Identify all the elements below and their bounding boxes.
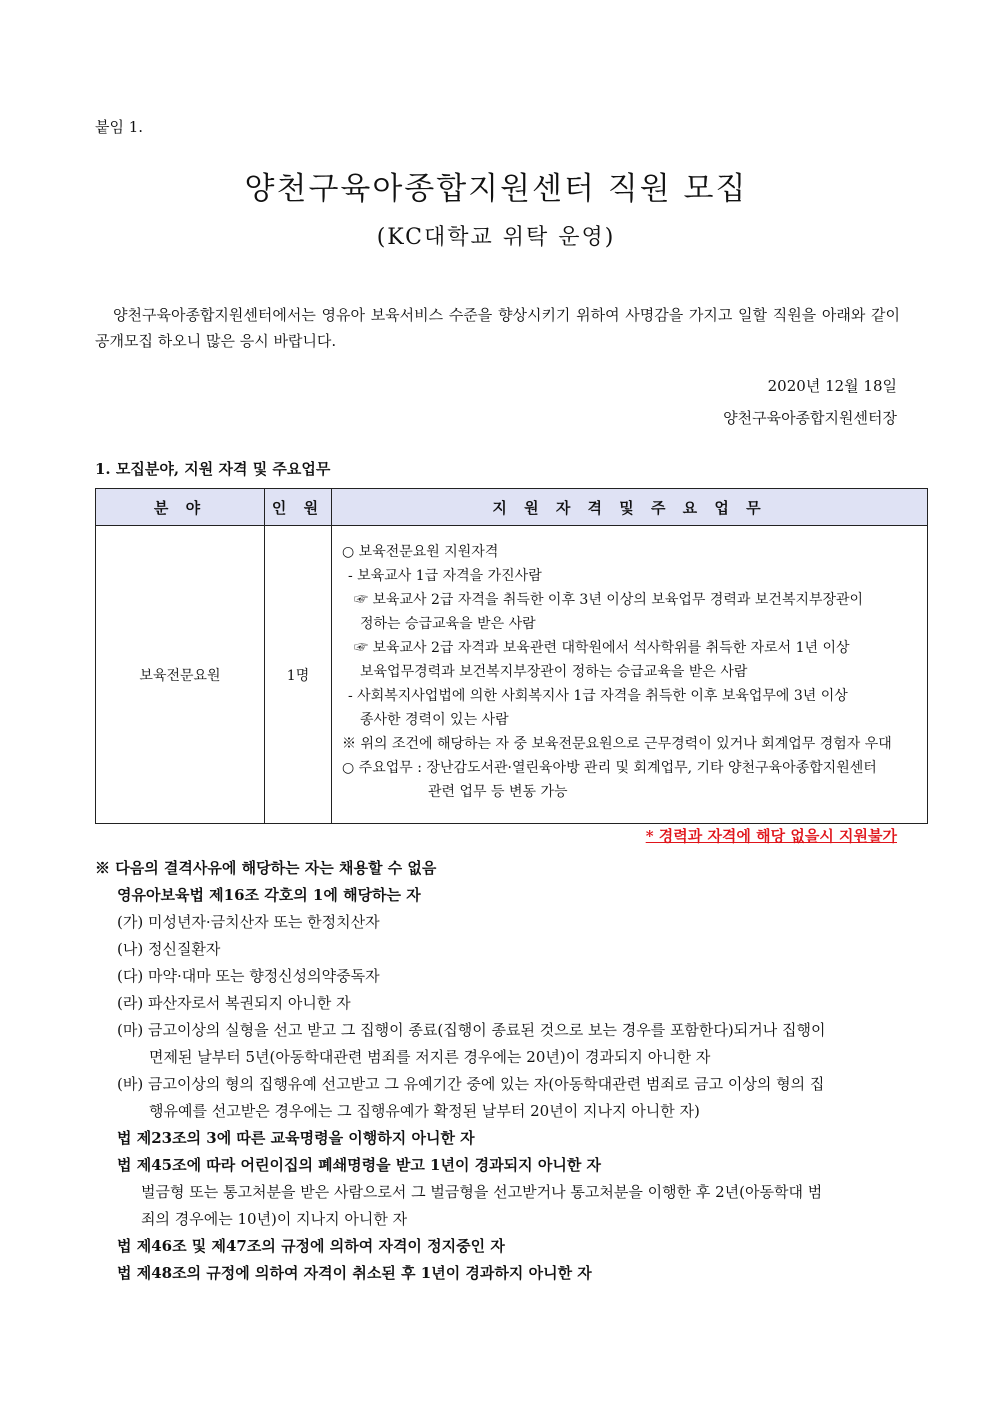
list-item: 면제된 날부터 5년(아동학대관련 범죄를 저지른 경우에는 20년)이 경과되지 아니한 자 (149, 1048, 711, 1066)
list-item: 죄의 경우에는 10년)이 지나지 아니한 자 (141, 1210, 408, 1228)
qualification-line: - 사회복지사업법에 의한 사회복지사 1급 자격을 취득한 이후 보육업무에 3년 이상 (348, 688, 848, 704)
disqualification-heading: ※ 다음의 결격사유에 해당하는 자는 채용할 수 없음 (95, 859, 437, 877)
law-item: 영유아보육법 제16조 각호의 1에 해당하는 자 (117, 886, 421, 904)
eligibility-note: * 경력과 자격에 해당 없을시 지원불가 (645, 827, 897, 845)
list-item: (다) 마약·대마 또는 향정신성의약중독자 (117, 967, 380, 985)
qualification-line: 정하는 승급교육을 받은 사람 (360, 616, 536, 632)
header-qualifications: 지 원 자 격 및 주 요 업 무 (332, 489, 928, 526)
qualification-line: 관련 업무 등 변동 가능 (428, 784, 568, 800)
table-header-row (96, 489, 928, 526)
law-item: 법 제45조에 따라 어린이집의 폐쇄명령을 받고 1년이 경과되지 아니한 자 (117, 1156, 602, 1174)
list-item: (나) 정신질환자 (117, 940, 221, 958)
law-item: 법 제46조 및 제47조의 규정에 의하여 자격이 정지중인 자 (117, 1237, 505, 1255)
notice-signer: 양천구육아종합지원센터장 (723, 409, 897, 427)
attachment-label: 붙임 1. (95, 118, 144, 136)
cell-field: 보육전문요원 (96, 526, 265, 824)
law-item: 법 제23조의 3에 따른 교육명령을 이행하지 아니한 자 (117, 1129, 475, 1147)
list-item: 벌금형 또는 통고처분을 받은 사람으로서 그 벌금형을 선고받거나 통고처분을 이행한 후 2년(아동학대 범 (141, 1183, 823, 1201)
list-item: (가) 미성년자·금치산자 또는 한정치산자 (117, 913, 380, 931)
disqualification-section (95, 855, 825, 1287)
header-field: 분 야 (96, 489, 265, 526)
page-subtitle: (KC대학교 위탁 운영) (376, 225, 616, 250)
cell-qualifications (332, 526, 928, 824)
list-item: (바) 금고이상의 형의 집행유예 선고받고 그 유예기간 중에 있는 자(아동학대관련 범죄로 금고 이상의 형의 집 (117, 1075, 825, 1093)
notice-date: 2020년 12월 18일 (767, 377, 897, 395)
qualification-line: ※ 위의 조건에 해당하는 자 중 보육전문요원으로 근무경력이 있거나 회계업무 경험자 우대 (342, 736, 892, 752)
recruitment-table (95, 488, 928, 824)
qualification-line: ☞ 보육교사 2급 자격을 취득한 이후 3년 이상의 보육업무 경력과 보건복지부장관이 (354, 592, 864, 608)
page-title: 양천구육아종합지원센터 직원 모집 (244, 171, 748, 207)
qualification-line: ○ 주요업무 : 장난감도서관·열린육아방 관리 및 회계업무, 기타 양천구육아종합지원센터 (342, 760, 877, 776)
cell-count: 1명 (265, 526, 332, 824)
qualification-line: ☞ 보육교사 2급 자격과 보육관련 대학원에서 석사학위를 취득한 자로서 1년 이상 (354, 640, 850, 656)
qualification-line: 종사한 경력이 있는 사람 (360, 712, 509, 728)
list-item: 행유예를 선고받은 경우에는 그 집행유예가 확정된 날부터 20년이 지나지 아니한 자) (149, 1102, 700, 1120)
qualification-line: 보육업무경력과 보건복지부장관이 정하는 승급교육을 받은 사람 (360, 664, 748, 680)
law-item: 법 제48조의 규정에 의하여 자격이 취소된 후 1년이 경과하지 아니한 자 (117, 1264, 592, 1282)
table-row (96, 526, 928, 824)
list-item: (라) 파산자로서 복권되지 아니한 자 (117, 994, 351, 1012)
section-heading: 1. 모집분야, 지원 자격 및 주요업무 (95, 460, 331, 478)
intro-paragraph: 양천구육아종합지원센터에서는 영유아 보육서비스 수준을 향상시키기 위하여 사명감을 가지고 일할 직원을 아래와 같이 공개모집 하오니 많은 응시 바랍니다. (95, 306, 900, 350)
qualification-line: ○ 보육전문요원 지원자격 (342, 544, 499, 560)
header-count: 인 원 (265, 489, 332, 526)
qualification-line: - 보육교사 1급 자격을 가진사람 (348, 568, 542, 584)
list-item: (마) 금고이상의 실형을 선고 받고 그 집행이 종료(집행이 종료된 것으로 보는 경우를 포함한다)되거나 집행이 (117, 1021, 826, 1039)
